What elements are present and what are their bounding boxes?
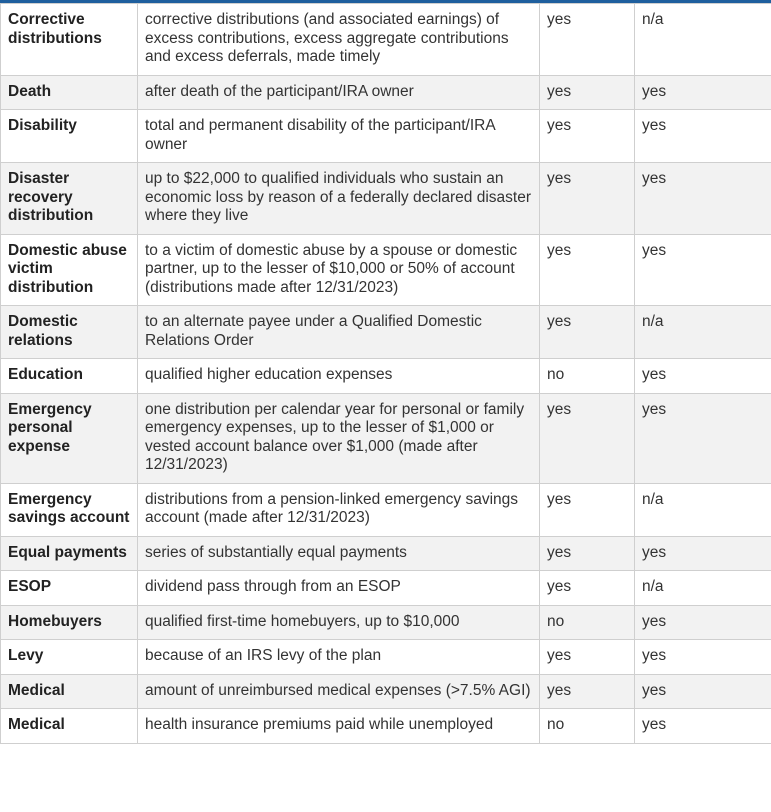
ira-cell: yes bbox=[635, 359, 771, 394]
exception-name-cell: Emergency personal expense bbox=[1, 393, 138, 483]
exception-name-cell: Disability bbox=[1, 110, 138, 163]
table-row bbox=[1, 75, 771, 110]
table-row bbox=[1, 709, 771, 744]
table-row bbox=[1, 4, 771, 76]
ira-cell: yes bbox=[635, 605, 771, 640]
exception-name-cell: Disaster recovery distribution bbox=[1, 163, 138, 235]
table-row bbox=[1, 163, 771, 235]
description-cell: series of substantially equal payments bbox=[138, 536, 540, 571]
exception-name-cell: Domestic relations bbox=[1, 306, 138, 359]
description-cell: because of an IRS levy of the plan bbox=[138, 640, 540, 675]
qualified-plans-cell: yes bbox=[540, 536, 635, 571]
exception-name-cell: Domestic abuse victim distribution bbox=[1, 234, 138, 306]
exception-name-cell: Medical bbox=[1, 709, 138, 744]
ira-cell: yes bbox=[635, 709, 771, 744]
description-cell: total and permanent disability of the participant/IRA owner bbox=[138, 110, 540, 163]
description-cell: amount of unreimbursed medical expenses (>7.5% AGI) bbox=[138, 674, 540, 709]
exception-name-cell: Death bbox=[1, 75, 138, 110]
exception-name-cell: Equal payments bbox=[1, 536, 138, 571]
table-row bbox=[1, 234, 771, 306]
ira-cell: yes bbox=[635, 75, 771, 110]
exception-name-cell: Emergency savings account bbox=[1, 483, 138, 536]
ira-cell: yes bbox=[635, 393, 771, 483]
qualified-plans-cell: yes bbox=[540, 110, 635, 163]
qualified-plans-cell: yes bbox=[540, 393, 635, 483]
description-cell: up to $22,000 to qualified individuals who sustain an economic loss by reason of a federally declared disaster where they live bbox=[138, 163, 540, 235]
table-row bbox=[1, 483, 771, 536]
qualified-plans-cell: no bbox=[540, 709, 635, 744]
qualified-plans-cell: yes bbox=[540, 234, 635, 306]
ira-cell: n/a bbox=[635, 4, 771, 76]
ira-cell: yes bbox=[635, 234, 771, 306]
description-cell: qualified higher education expenses bbox=[138, 359, 540, 394]
ira-cell: yes bbox=[635, 110, 771, 163]
description-cell: one distribution per calendar year for personal or family emergency expenses, up to the lesser of $1,000 or vested account balance over $1,000 (made after 12/31/2023) bbox=[138, 393, 540, 483]
table-row bbox=[1, 536, 771, 571]
exceptions-table bbox=[0, 3, 771, 744]
qualified-plans-cell: no bbox=[540, 605, 635, 640]
qualified-plans-cell: no bbox=[540, 359, 635, 394]
ira-cell: yes bbox=[635, 163, 771, 235]
qualified-plans-cell: yes bbox=[540, 571, 635, 606]
exception-name-cell: Education bbox=[1, 359, 138, 394]
description-cell: after death of the participant/IRA owner bbox=[138, 75, 540, 110]
qualified-plans-cell: yes bbox=[540, 75, 635, 110]
qualified-plans-cell: yes bbox=[540, 306, 635, 359]
ira-cell: yes bbox=[635, 674, 771, 709]
qualified-plans-cell: yes bbox=[540, 483, 635, 536]
description-cell: to an alternate payee under a Qualified Domestic Relations Order bbox=[138, 306, 540, 359]
exception-name-cell: Homebuyers bbox=[1, 605, 138, 640]
table-row bbox=[1, 110, 771, 163]
ira-cell: yes bbox=[635, 640, 771, 675]
exception-name-cell: Corrective distributions bbox=[1, 4, 138, 76]
table-row bbox=[1, 640, 771, 675]
exception-name-cell: Levy bbox=[1, 640, 138, 675]
table-row bbox=[1, 359, 771, 394]
description-cell: health insurance premiums paid while unemployed bbox=[138, 709, 540, 744]
ira-cell: n/a bbox=[635, 571, 771, 606]
description-cell: qualified first-time homebuyers, up to $10,000 bbox=[138, 605, 540, 640]
exception-name-cell: ESOP bbox=[1, 571, 138, 606]
table-row bbox=[1, 674, 771, 709]
qualified-plans-cell: yes bbox=[540, 640, 635, 675]
ira-cell: n/a bbox=[635, 483, 771, 536]
table-row bbox=[1, 306, 771, 359]
description-cell: corrective distributions (and associated earnings) of excess contributions, excess aggregate contributions and excess deferrals, made timely bbox=[138, 4, 540, 76]
description-cell: to a victim of domestic abuse by a spouse or domestic partner, up to the lesser of $10,000 or 50% of account (distributions made after 12/31/2023) bbox=[138, 234, 540, 306]
table-row bbox=[1, 605, 771, 640]
table-row bbox=[1, 571, 771, 606]
ira-cell: yes bbox=[635, 536, 771, 571]
exception-name-cell: Medical bbox=[1, 674, 138, 709]
table-row bbox=[1, 393, 771, 483]
qualified-plans-cell: yes bbox=[540, 4, 635, 76]
ira-cell: n/a bbox=[635, 306, 771, 359]
description-cell: distributions from a pension-linked emergency savings account (made after 12/31/2023) bbox=[138, 483, 540, 536]
qualified-plans-cell: yes bbox=[540, 163, 635, 235]
description-cell: dividend pass through from an ESOP bbox=[138, 571, 540, 606]
qualified-plans-cell: yes bbox=[540, 674, 635, 709]
exceptions-table-body bbox=[1, 4, 771, 744]
